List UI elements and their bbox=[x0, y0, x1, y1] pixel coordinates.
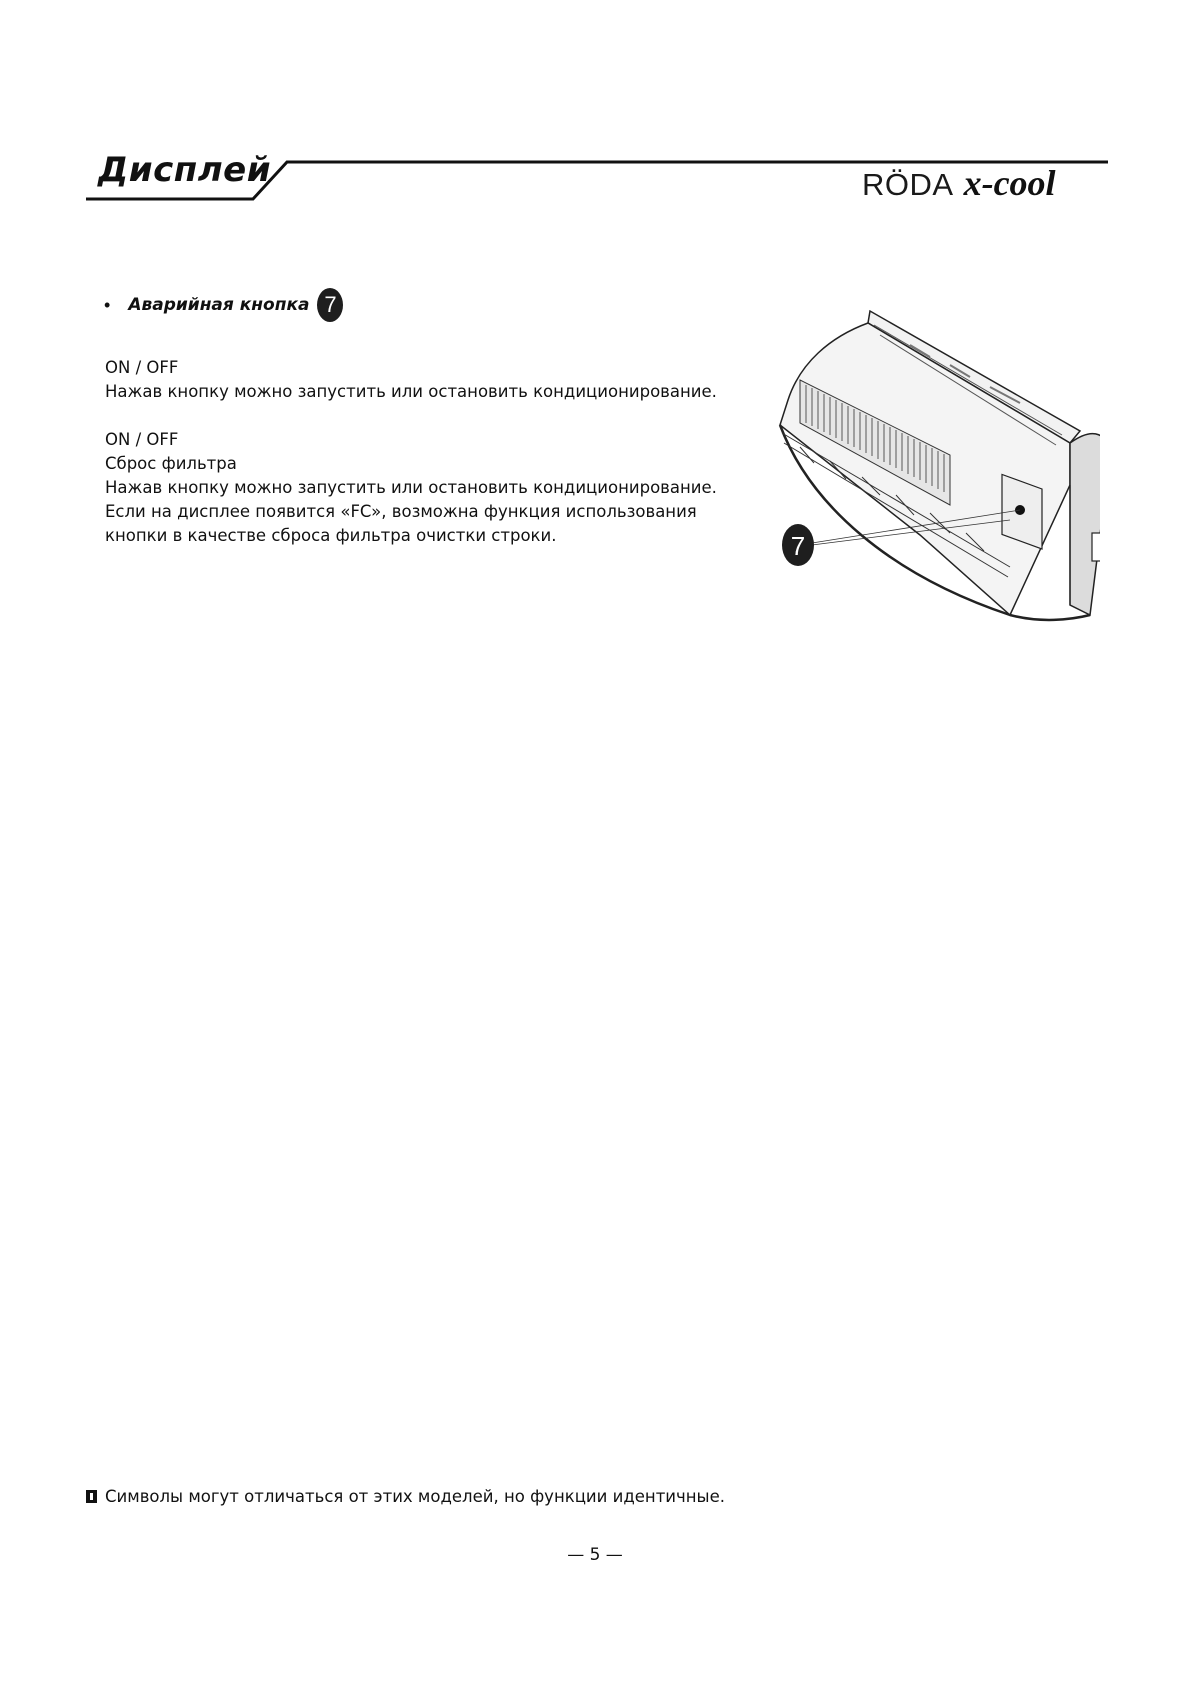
bullet: • bbox=[104, 294, 111, 315]
page-title: Дисплей bbox=[98, 150, 272, 190]
paragraph-1-line-1: ON / OFF bbox=[105, 358, 179, 377]
footnote bbox=[86, 1487, 725, 1506]
paragraph-1 bbox=[105, 356, 725, 404]
paragraph-2-line-5: кнопки в качестве сброса фильтра очистки строки. bbox=[105, 526, 557, 545]
paragraph-2-line-1: ON / OFF bbox=[105, 430, 179, 449]
paragraph-2 bbox=[105, 428, 725, 548]
brand-logo bbox=[862, 162, 1056, 204]
paragraph-1-line-2: Нажав кнопку можно запустить или остановить кондиционирование. bbox=[105, 382, 717, 401]
callout-badge: 7 bbox=[317, 288, 343, 322]
paragraph-2-line-3: Нажав кнопку можно запустить или остановить кондиционирование. bbox=[105, 478, 717, 497]
figure-callout-label: 7 bbox=[790, 531, 806, 561]
footnote-text: Символы могут отличаться от этих моделей, но функции идентичные. bbox=[105, 1487, 725, 1506]
air-conditioner-illustration bbox=[770, 305, 1100, 635]
section-label: Аварийная кнопка bbox=[128, 295, 310, 315]
brand-word: RÖDA bbox=[862, 167, 954, 202]
note-icon bbox=[86, 1490, 97, 1503]
section-heading bbox=[104, 288, 343, 322]
paragraph-2-line-2: Сброс фильтра bbox=[105, 454, 237, 473]
page-number: — 5 — bbox=[567, 1545, 623, 1565]
paragraph-2-line-4: Если на дисплее появится «FC», возможна функция использования bbox=[105, 502, 697, 521]
brand-model: x-cool bbox=[963, 163, 1056, 203]
